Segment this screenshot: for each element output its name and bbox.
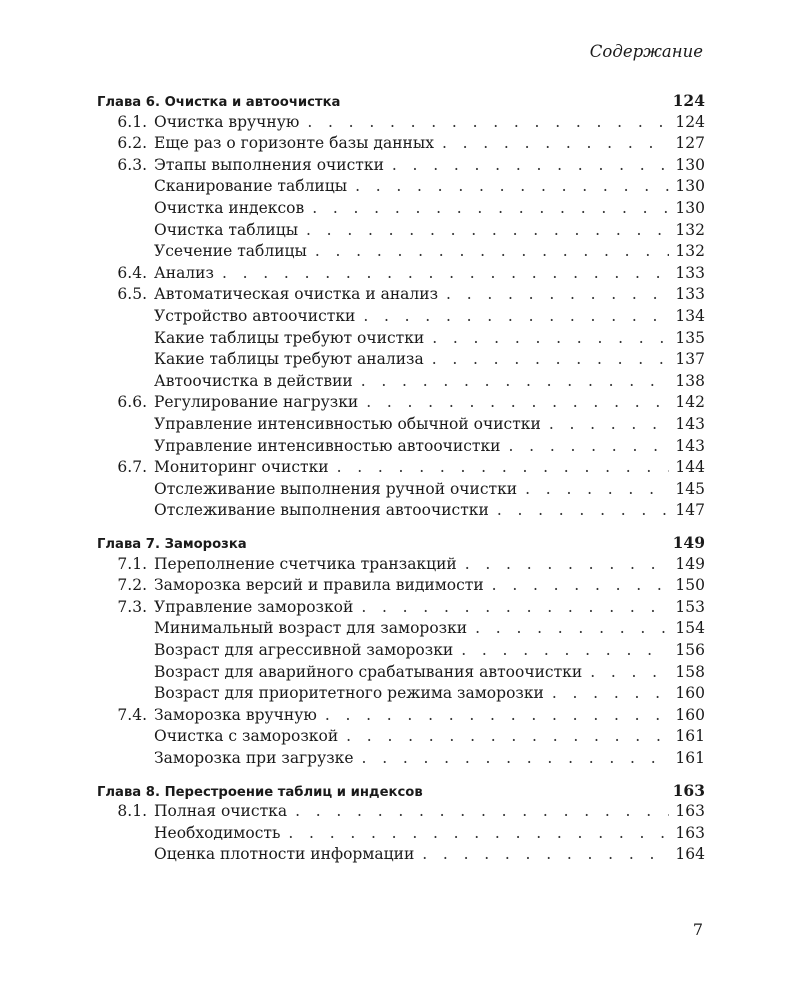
dot-leader [355,176,669,198]
entry-page-number: 163 [675,802,705,821]
entry-title: Управление интенсивностью обычной очистки [154,415,541,433]
chapter-heading[interactable] [97,90,705,112]
entry-page-number: 132 [675,242,705,261]
entry-title: Мониторинг очистки [154,458,329,477]
dot-leader [337,457,669,479]
entry-page-number: 135 [675,328,705,347]
dot-leader [590,662,669,684]
entry-page-number: 145 [675,479,705,498]
toc-subsection-entry[interactable] [97,500,705,522]
dot-leader [497,500,669,522]
toc-subsection-entry[interactable] [97,823,705,845]
entry-title: Управление заморозкой [154,597,354,616]
chapter-page-number: 149 [672,532,705,552]
entry-page-number: 143 [675,436,705,455]
toc-section-entry[interactable] [97,133,705,155]
dot-leader [315,241,669,263]
dot-leader [361,597,669,619]
dot-leader [362,748,669,770]
toc-section-entry[interactable] [97,597,705,619]
dot-leader [552,683,669,705]
entry-title: Оценка плотности информации [154,845,415,864]
section-number: 7.1. [117,554,147,573]
toc-section-entry[interactable] [97,392,705,414]
dot-leader [446,284,669,306]
entry-page-number: 137 [675,350,705,369]
dot-leader [307,112,669,134]
dot-leader [295,801,669,823]
toc-subsection-entry[interactable] [97,844,705,866]
chapter-page-number: 163 [672,780,705,800]
chapter-page-number: 124 [672,91,705,110]
toc-subsection-entry[interactable] [97,726,705,748]
section-number: 6.7. [117,458,147,477]
entry-page-number: 161 [675,727,705,746]
dot-leader [306,220,669,242]
dot-leader [312,198,669,220]
section-number: 8.1. [117,802,147,821]
dot-leader [432,349,669,371]
toc-subsection-entry[interactable] [97,683,705,705]
toc-subsection-entry[interactable] [97,436,705,458]
entry-page-number: 143 [675,415,705,433]
entry-title: Заморозка при загрузке [154,749,354,767]
dot-leader [422,844,669,866]
toc-chapter [97,90,705,522]
chapter-title: Глава 8. Перестроение таблиц и индексов [97,784,423,800]
entry-title: Отслеживание выполнения автоочистки [154,501,489,520]
toc-section-entry[interactable] [97,457,705,479]
entry-title: Очистка таблицы [154,220,299,239]
dot-leader [346,726,669,748]
dot-leader [465,554,669,576]
entry-title: Автоочистка в действии [154,371,353,390]
toc-subsection-entry[interactable] [97,748,705,770]
toc-section-entry[interactable] [97,705,705,727]
toc-subsection-entry[interactable] [97,414,705,436]
chapter-heading[interactable] [97,532,705,554]
section-number: 6.1. [117,112,147,131]
dot-leader [461,640,669,662]
entry-page-number: 161 [675,749,705,767]
dot-leader [222,263,669,285]
toc-section-entry[interactable] [97,554,705,576]
entry-title: Заморозка версий и правила видимости [154,576,484,595]
entry-title: Минимальный возраст для заморозки [154,619,468,638]
toc-subsection-entry[interactable] [97,328,705,350]
section-number: 7.4. [117,705,147,724]
entry-title: Регулирование нагрузки [154,393,359,412]
entry-title: Возраст для аварийного срабатывания автоочистки [154,662,583,681]
chapter-heading[interactable] [97,780,705,802]
toc-subsection-entry[interactable] [97,198,705,220]
toc-subsection-entry[interactable] [97,662,705,684]
entry-title: Усечение таблицы [154,242,307,261]
entry-page-number: 149 [675,554,705,573]
entry-page-number: 130 [675,177,705,196]
entry-title: Возраст для приоритетного режима заморозки [154,684,544,703]
entry-page-number: 127 [675,134,705,153]
section-number: 7.3. [117,597,147,616]
section-number: 6.4. [117,263,147,282]
toc-section-entry[interactable] [97,801,705,823]
entry-title: Очистка с заморозкой [154,727,339,746]
entry-title: Заморозка вручную [154,705,317,724]
toc-section-entry[interactable] [97,575,705,597]
entry-title: Полная очистка [154,802,288,821]
entry-page-number: 133 [675,285,705,304]
entry-title: Какие таблицы требуют анализа [154,350,424,369]
running-header: Содержание [589,42,703,61]
dot-leader [549,414,669,436]
entry-page-number: 124 [675,112,705,131]
entry-page-number: 154 [675,619,705,638]
dot-leader [288,823,669,845]
entry-title: Этапы выполнения очистки [154,155,384,174]
table-of-contents [97,90,705,876]
dot-leader [509,436,669,458]
entry-page-number: 147 [675,501,705,520]
toc-subsection-entry[interactable] [97,220,705,242]
section-number: 6.5. [117,285,147,304]
toc-subsection-entry[interactable] [97,349,705,371]
dot-leader [325,705,669,727]
dot-leader [361,371,669,393]
dot-leader [492,575,669,597]
dot-leader [525,479,669,501]
entry-title: Необходимость [154,823,281,842]
entry-title: Устройство автоочистки [154,307,356,326]
entry-page-number: 158 [675,662,705,681]
entry-page-number: 133 [675,263,705,282]
dot-leader [475,618,669,640]
entry-title: Еще раз о горизонте базы данных [154,134,434,153]
toc-section-entry[interactable] [97,284,705,306]
toc-subsection-entry[interactable] [97,479,705,501]
toc-subsection-entry[interactable] [97,640,705,662]
entry-title: Отслеживание выполнения ручной очистки [154,479,518,498]
dot-leader [366,392,669,414]
section-number: 6.6. [117,393,147,412]
entry-page-number: 142 [675,393,705,412]
entry-title: Переполнение счетчика транзакций [154,554,457,573]
entry-title: Управление интенсивностью автоочистки [154,436,501,455]
toc-subsection-entry[interactable] [97,371,705,393]
section-number: 7.2. [117,576,147,595]
entry-page-number: 130 [675,199,705,218]
entry-page-number: 160 [675,705,705,724]
toc-section-entry[interactable] [97,155,705,177]
toc-subsection-entry[interactable] [97,241,705,263]
entry-title: Какие таблицы требуют очистки [154,328,425,347]
chapter-title: Глава 6. Очистка и автоочистка [97,95,341,110]
toc-section-entry[interactable] [97,263,705,285]
entry-page-number: 138 [675,371,705,390]
entry-page-number: 144 [675,458,705,477]
entry-page-number: 156 [675,641,705,660]
toc-subsection-entry[interactable] [97,176,705,198]
page-number: 7 [692,920,703,939]
entry-title: Очистка индексов [154,199,305,218]
dot-leader [442,133,669,155]
chapter-title: Глава 7. Заморозка [97,536,247,552]
entry-title: Автоматическая очистка и анализ [154,285,439,304]
entry-title: Анализ [154,263,214,282]
section-number: 6.3. [117,155,147,174]
toc-chapter [97,780,705,866]
dot-leader [432,328,669,350]
toc-subsection-entry[interactable] [97,618,705,640]
dot-leader [363,306,669,328]
toc-subsection-entry[interactable] [97,306,705,328]
entry-page-number: 160 [675,684,705,703]
entry-page-number: 132 [675,220,705,239]
entry-page-number: 134 [675,307,705,326]
dot-leader [392,155,669,177]
entry-page-number: 163 [675,823,705,842]
section-number: 6.2. [117,134,147,153]
entry-page-number: 130 [675,155,705,174]
toc-section-entry[interactable] [97,112,705,134]
entry-title: Возраст для агрессивной заморозки [154,641,454,660]
entry-page-number: 164 [675,845,705,864]
entry-title: Очистка вручную [154,112,300,131]
toc-chapter [97,532,705,770]
entry-page-number: 153 [675,597,705,616]
entry-page-number: 150 [675,576,705,595]
entry-title: Сканирование таблицы [154,177,348,196]
